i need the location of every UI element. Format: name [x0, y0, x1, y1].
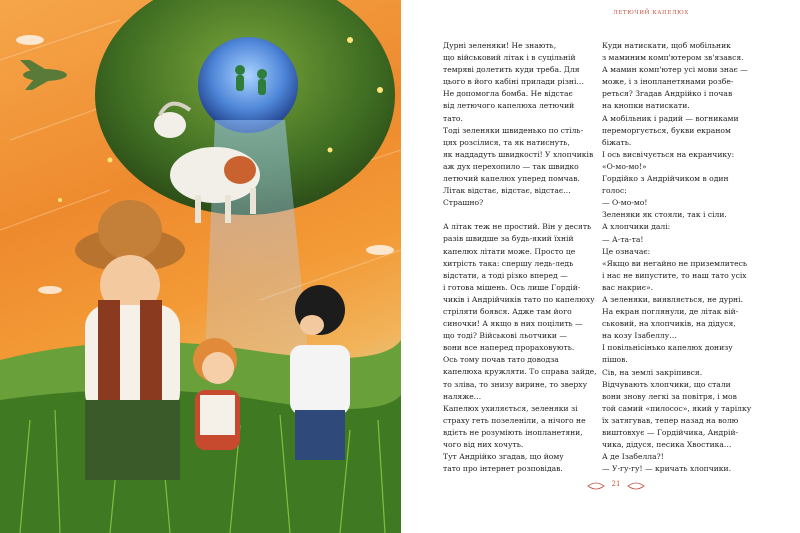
text-line: Тут Андрійко згадав, що йому: [443, 452, 564, 462]
boy-small-shape: [193, 338, 240, 450]
text-line: «О-мо-мо!»: [602, 161, 647, 171]
text-line: А де Ізабелла?!: [602, 452, 664, 462]
boy-black-hair-shape: [290, 285, 350, 460]
text-line: на кнопки натискати.: [602, 101, 690, 111]
paragraph-gap: [443, 209, 613, 221]
text-line: — О-мо-мо!: [602, 198, 648, 208]
text-line: Куди натискати, щоб мобільник: [602, 41, 731, 50]
text-line: на козу Ізабеллу…: [602, 331, 677, 341]
text-line: Літак відстає, відстає, відстає…: [443, 186, 571, 196]
text-line: Тоді зеленяки швиденько по стіль-: [443, 125, 584, 135]
running-head: ЛЕТЮЧИЙ КАПЕЛЮХ: [613, 10, 689, 16]
text-line: що військовий літак і в суцільній: [443, 53, 576, 63]
text-line: тато про інтернет розповідав.: [443, 464, 563, 474]
page-number-ornament: [586, 478, 646, 492]
airplane-shape: [20, 60, 67, 90]
text-line: наляже…: [443, 391, 482, 401]
text-line: переморгується, букви екраном: [602, 125, 731, 135]
text-line: А хлопчики далі:: [602, 222, 671, 232]
text-line: як наддадуть швидкості! У хлопчиків: [443, 149, 594, 159]
page-number: 21: [611, 480, 621, 488]
text-line: голос:: [602, 186, 627, 196]
text-line: Гордійко з Андрійчиком в один: [602, 174, 729, 184]
text-line: чиків і Андрійчиків тато по капелюху: [443, 294, 595, 304]
text-line: біжать.: [602, 137, 632, 147]
text-line: виштовхує — Гордійчика, Андрій-: [602, 428, 739, 437]
text-line: Капелюх ухиляється, зеленяки зі: [443, 403, 578, 413]
text-line: і нас не випустите, то наш тато усіх: [602, 270, 747, 280]
text-line: А мамин комп'ютер усі мови знає —: [602, 65, 748, 75]
text-line: А літак теж не простий. Він у десять: [443, 222, 592, 232]
text-line: може, і з інопланетянами розбе-: [602, 77, 734, 87]
text-line: що тоді? Військові льотчики —: [443, 331, 567, 341]
text-line: то зліва, то знизу вирине, то зверху: [443, 379, 588, 389]
grandpa-shape: [75, 200, 185, 480]
text-line: тато.: [443, 113, 463, 123]
text-line: цях розсілися, та як натиснуть,: [443, 137, 570, 147]
text-line: від летючого капелюха летючий: [443, 101, 575, 111]
text-line: страху геть позеленіли, а нічого не: [443, 415, 586, 425]
text-line: чого від них хочуть.: [443, 440, 524, 449]
text-line: аж дух перехопило — так швидко: [443, 161, 579, 171]
text-line: синочки! А якщо в них поцілить —: [443, 319, 583, 329]
text-line: темряві долетить куди треба. Для: [443, 65, 580, 75]
text-line: летючий капелюх уперед помчав.: [443, 174, 580, 184]
text-line: Зеленяки як стояли, так і сіли.: [602, 210, 727, 220]
text-line: Страшно?: [443, 198, 484, 208]
text-column-left: [443, 40, 613, 475]
text-line: І ось висвічується на екранчику:: [602, 149, 735, 159]
blue-portal-shape: [198, 37, 298, 133]
text-column-right: [602, 40, 772, 475]
text-line: А зеленяки, виявляється, не дурні.: [602, 294, 743, 304]
text-line: реться? Згадав Андрійко і почав: [602, 89, 733, 99]
text-line: з маминим комп'ютером зв'язався.: [602, 53, 744, 63]
text-line: — А-та-та!: [602, 234, 644, 244]
text-line: вони все наперед прораховують.: [443, 343, 575, 353]
text-line: — У-гу-гу! — кричать хлопчики.: [602, 464, 732, 474]
text-line: Дурні зеленяки! Не знають,: [443, 41, 557, 50]
text-line: чика, дідуся, песика Хвостика…: [602, 440, 732, 450]
text-line: вони знову легкі за повітря, і мов: [602, 391, 737, 401]
text-line: вдієть не розуміють інопланетяни,: [443, 427, 583, 437]
text-line: разів швидше за будь-який їхній: [443, 234, 574, 244]
text-line: А мобільник і радий — вогниками: [602, 113, 739, 123]
text-line: І повільнісінько капелюх донизу: [602, 343, 733, 353]
text-page: [401, 0, 800, 533]
text-line: капелюх літати може. Просто це: [443, 246, 576, 256]
text-line: Це означає:: [602, 246, 651, 256]
text-line: цього в його кабіні прилади різні…: [443, 77, 585, 87]
text-line: пішов.: [602, 355, 628, 365]
text-line: вас накриє».: [602, 282, 654, 292]
text-line: Сів, на землі закріпився.: [602, 367, 703, 377]
text-line: і готова мішень. Ось лише Гордій-: [443, 282, 581, 292]
text-line: відстати, а тоді різко вперед —: [443, 270, 568, 280]
text-line: «Якщо ви негайно не приземлитесь: [602, 258, 747, 268]
text-line: хитрість така: спершу ледь-ледь: [443, 258, 574, 268]
text-line: Ось тому почав тато доводза: [443, 355, 559, 365]
text-line: капелюха кружляти. То справа зайде,: [443, 367, 597, 377]
text-line: їх затягував, тепер назад на волю: [602, 415, 739, 425]
text-line: стріляти боявся. Адже там його: [443, 306, 572, 316]
text-line: На екран поглянули, де літак вій-: [602, 307, 739, 317]
text-line: Відчувають хлопчики, що стали: [602, 379, 731, 389]
text-line: Не допомогла бомба. Не відстає: [443, 89, 573, 99]
text-line: той самий «пилосос», який у тарілку: [602, 403, 752, 413]
text-line: ськовий, на хлопчиків, на дідуся,: [602, 319, 736, 329]
